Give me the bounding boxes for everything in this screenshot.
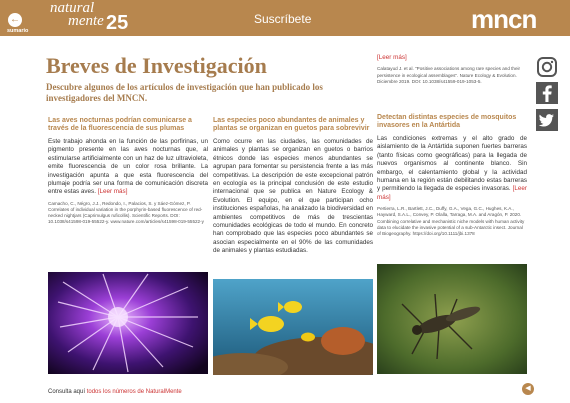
article-3-read-more[interactable]: [Leer más] (377, 185, 528, 201)
logo-line2: mente (68, 13, 104, 29)
article-1 (48, 117, 208, 226)
naturalmente-logo[interactable] (50, 2, 104, 28)
page-title: Breves de Investigación (46, 53, 267, 78)
all-issues-link[interactable] (48, 389, 182, 395)
logo-line1: natural (50, 0, 95, 16)
page-subtitle: Descubre algunos de los artículos de investigación que han publicado los investigadores del MNCN. (46, 82, 323, 103)
issue-number: 25 (106, 12, 129, 34)
subscribe-link[interactable]: Suscríbete (254, 12, 312, 26)
arrow-left-icon[interactable]: ← (10, 14, 20, 25)
article-3 (377, 114, 527, 237)
all-issues-text[interactable]: todos los números de NaturalMente (86, 389, 182, 395)
all-issues-prefix: Consulta aquí (48, 389, 87, 395)
article-2 (213, 117, 373, 260)
article-2-reference: Calatayud J. et al. "Positive associations among rare species and their persistence in ecological assemblages". Nature Ecology & Evolution. Diciembre 2019. DOI: 10.1038/s41559-019-1053-5. (377, 66, 521, 84)
page-nav-icon[interactable]: ◀ (522, 383, 534, 395)
reef-fish-photo (213, 279, 373, 375)
article-2-continued (377, 54, 527, 85)
summary-link[interactable]: sumario (7, 28, 29, 34)
twitter-icon[interactable] (536, 109, 558, 131)
article-1-body (48, 138, 208, 197)
article-2-read-more-line (377, 54, 527, 62)
instagram-icon[interactable] (536, 56, 558, 78)
nightjar-fluorescence-photo (48, 272, 208, 374)
article-1-title: Las aves nocturnas podrían comunicarse a través de la fluorescencia de sus plumas (48, 117, 192, 132)
article-1-body-text: Este trabajo ahonda en la función de las porfirinas, un pigmento presente en las aves nocturnas que, al estimularse artificialmente con un haz de luz ultravioleta, emite fluorescencia de un color rosa brillante. La investigación apunta a que esta fluorescencia del plumaje podría ser una forma de comunicación discreta entre estas aves. (48, 138, 208, 196)
article-2-body: Como ocurre en las ciudades, las comunidades de animales y plantas se organizan en guetos o barrios étnicos donde las especies menos abundantes se agrupan para fomentar su persistencia frente a las más competitivas. La descripción de este excepcional patrón en ecología es la principal conclusión de este estudio internacional que se publica en Nature Ecology & Evolution. El equipo, en el que participan ocho instituciones españolas, ha analizado la biodiversidad en ambientes competitivos de más de trescientas comunidades ecológicas de todo el mundo. En concreto han comprobado que las especies poco abundantes se asocian especialmente en el 90% de las comunidades de animales y plantas estudiadas. (213, 138, 373, 255)
article-2-read-more[interactable]: [Leer más] (377, 54, 407, 61)
article-3-title: Detectan distintas especies de mosquitos invasores en la Antártida (377, 114, 517, 129)
article-3-reference: Pertierra, L.R., Bartlett, J.C., Duffy, G.A., Vega, G.C., Hughes, K.A., Hayward, S.A.L., Convey, P. Olalla, Tarraga, M.A. and Aragón, P. 2020. Combining correlative and mechanistic niche models with human activity data to elucidate the invasive potential of a sub-Antarctic insect. Journal of Biogeography. https://doi.org/10.1111/jbi.1378 (377, 206, 525, 237)
midge-insect-photo (377, 264, 527, 374)
article-2-title: Las especies poco abundantes de animales y plantas se organizan en guetos para sobrevivir (213, 117, 370, 132)
article-1-read-more[interactable]: [Leer más] (97, 188, 128, 196)
article-1-reference: Camacho, C., Négro, J.J., Redondo, I., Palacios, S. y Sáez-Gómez, P. Correlates of individual variation in the porphyrin-based fluorescence of red-necked nightjars (Caprimulgus ruficollis). Scientific Reports. DOI: 10.1038/s41598-019-55522-y. www.nature.com/articles/s41598-019-55522-y (48, 200, 204, 225)
top-bar (0, 0, 570, 36)
mncn-logo[interactable]: mncn (471, 4, 537, 34)
facebook-icon[interactable] (536, 82, 558, 104)
article-3-body-text: Las condiciones extremas y el alto grado de aislamiento de la Antártida suponen fuertes barreras (tanto físicas como geográficas) para la llegada de nuevos organismos al continente blanco. Sin embargo, el calentamiento global y la actividad humana en la región están debilitando estas barreras y permitiendo la llegada de especies invasoras. (377, 135, 527, 193)
article-3-body (377, 135, 527, 202)
